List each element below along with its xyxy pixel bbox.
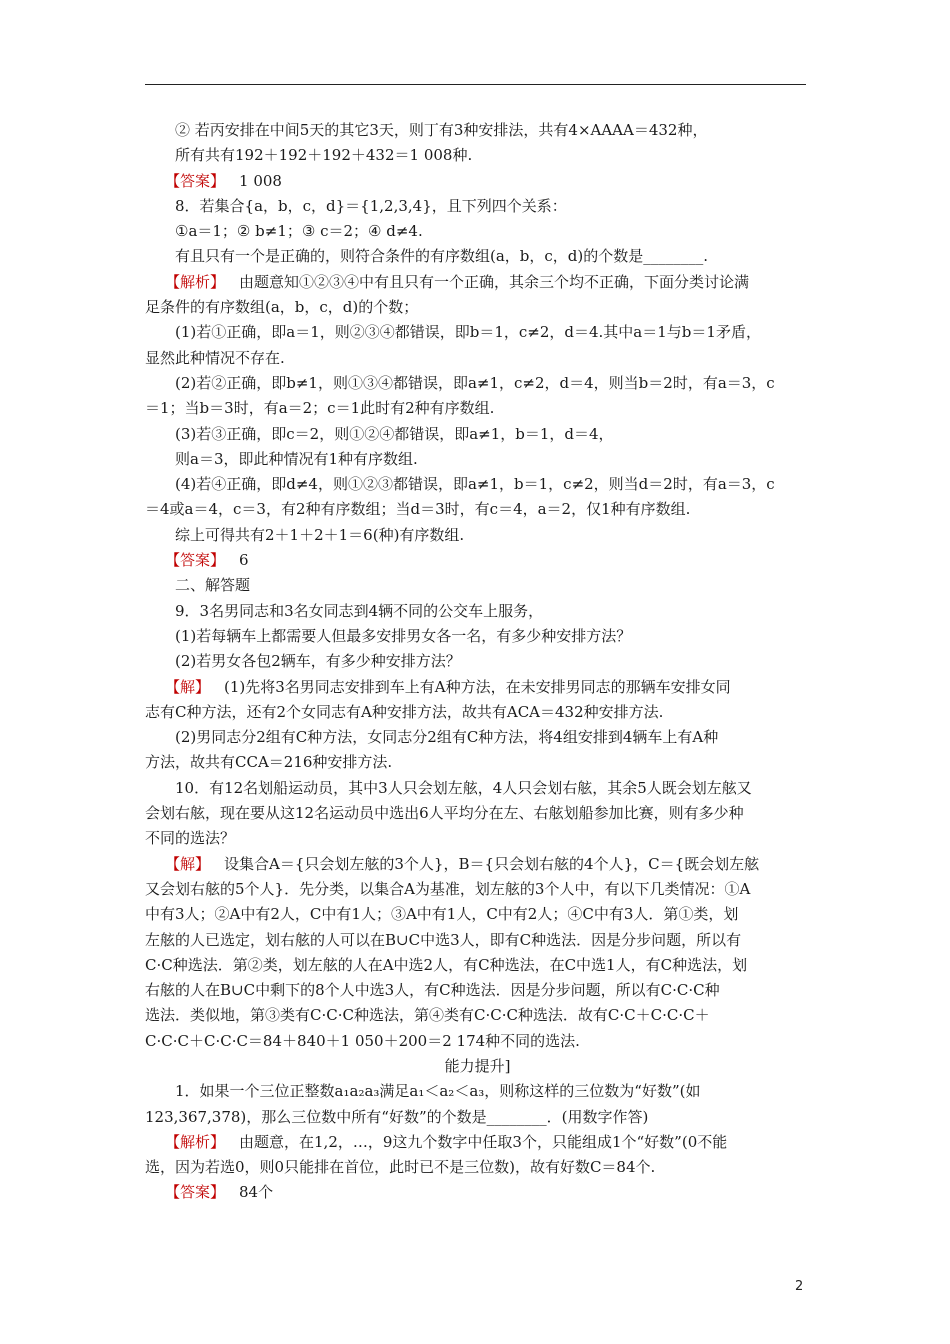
- text-line: [145, 852, 810, 877]
- text-line: [145, 219, 810, 244]
- line-text: 方法，故共有CCA＝216种安排方法.: [145, 753, 393, 772]
- text-line: [145, 573, 810, 598]
- text-line: [145, 928, 810, 953]
- text-line: [145, 750, 810, 775]
- line-text: 9．3名男同志和3名女同志到4辆不同的公交车上服务，: [175, 601, 544, 620]
- text-line: [145, 320, 810, 345]
- line-text: 1 008: [239, 171, 282, 190]
- text-line: [145, 118, 810, 143]
- line-text: 不同的选法？: [145, 829, 236, 848]
- document-body: [145, 118, 810, 1206]
- line-text: ①a＝1；② b≠1；③ c＝2；④ d≠4.: [175, 222, 423, 241]
- line-text: 由题意，在1,2，…，9这九个数字中任取3个，只能组成1个“好数”(0不能: [239, 1132, 728, 1151]
- text-line: [145, 1029, 810, 1054]
- line-text: 有且只有一个是正确的，则符合条件的有序数组(a，b，c，d)的个数是________.: [175, 247, 709, 266]
- line-text: 显然此种情况不存在.: [145, 348, 285, 367]
- text-line: [145, 826, 810, 851]
- line-text: 足条件的有序数组(a，b，c，d)的个数；: [145, 298, 419, 317]
- line-text: 会划右舷，现在要从这12名运动员中选出6人平均分在左、右舷划船参加比赛，则有多少种: [145, 804, 744, 823]
- line-text: C·C·C＋C·C·C＝84＋840＋1 050＋200＝2 174种不同的选法.: [145, 1031, 580, 1050]
- text-line: [145, 295, 810, 320]
- text-line: [145, 548, 810, 573]
- text-line: [145, 194, 810, 219]
- text-line: [145, 725, 810, 750]
- text-line: [145, 143, 810, 168]
- text-line: [145, 624, 810, 649]
- text-line: [145, 371, 810, 396]
- text-line: [145, 1003, 810, 1028]
- line-text: 二、解答题: [175, 576, 251, 595]
- text-line: [145, 1155, 810, 1180]
- line-text: 志有C种方法，还有2个女同志有A种安排方法，故共有ACA＝432种安排方法.: [145, 702, 664, 721]
- line-text: 综上可得共有2＋1＋2＋1＝6(种)有序数组.: [175, 525, 465, 544]
- text-line: [145, 877, 810, 902]
- page-number: 2: [795, 1279, 804, 1294]
- line-text: ② 若丙安排在中间5天的其它3天，则丁有3种安排法，共有4×AAAA＝432种，: [175, 121, 708, 139]
- text-line: [145, 1079, 810, 1104]
- answer-tag: 【答案】: [165, 171, 226, 190]
- line-text: (2)若男女各包2辆车，有多少种安排方法？: [175, 652, 461, 671]
- answer-tag: 【解析】: [165, 1132, 226, 1151]
- text-line: [145, 953, 810, 978]
- text-line: [145, 447, 810, 472]
- answer-tag: 【解析】: [165, 272, 226, 291]
- line-text: 设集合A＝{只会划左舷的3个人}，B＝{只会划右舷的4个人}，C＝{既会划左舷: [224, 854, 760, 873]
- text-line: [145, 776, 810, 801]
- line-text: 则a＝3，即此种情况有1种有序数组.: [175, 449, 418, 468]
- line-text: 选法．类似地，第③类有C·C·C种选法，第④类有C·C·C种选法．故有C·C＋C·C·C＋: [145, 1006, 710, 1025]
- line-text: 8．若集合{a，b，c，d}＝{1,2,3,4}，且下列四个关系：: [175, 196, 567, 215]
- line-text: (1)先将3名男同志安排到车上有A种方法，在未安排男同志的那辆车安排女同: [224, 677, 731, 696]
- line-text: 右舷的人在B∪C中剩下的8个人中选3人，有C种选法．因是分步问题，所以有C·C·C种: [145, 981, 720, 1000]
- line-text: ＝4或a＝4，c＝3，有2种有序数组；当d＝3时，有c＝4，a＝2，仅1种有序数组.: [145, 500, 691, 519]
- line-text: (2)男同志分2组有C种方法，女同志分2组有C种方法，将4组安排到4辆车上有A种: [175, 728, 719, 747]
- answer-tag: 【解】: [165, 677, 211, 696]
- header-rule: [145, 84, 806, 85]
- answer-tag: 【解】: [165, 854, 211, 873]
- text-line: [145, 675, 810, 700]
- line-text: 123,367,378)，那么三位数中所有“好数”的个数是________．(用数字作答): [145, 1107, 649, 1126]
- text-line: [145, 902, 810, 927]
- line-text: 中有3人；②A中有2人，C中有1人；③A中有1人，C中有2人；④C中有3人．第①类，划: [145, 905, 739, 924]
- text-line: [145, 523, 810, 548]
- text-line: [145, 1130, 810, 1155]
- line-text: (1)若①正确，即a＝1，则②③④都错误，即b＝1，c≠2，d＝4.其中a＝1与b＝1矛盾，: [175, 323, 761, 342]
- text-line: [145, 649, 810, 674]
- line-text: (4)若④正确，即d≠4，则①②③都错误，即a≠1，b＝1，c≠2，则当d＝2时，有a＝3，c: [175, 475, 775, 494]
- line-text: 左舷的人已选定，划右舷的人可以在B∪C中选3人，即有C种选法．因是分步问题，所以有: [145, 930, 742, 949]
- text-line: [145, 599, 810, 624]
- line-text: 6: [239, 551, 249, 570]
- text-line: [145, 1105, 810, 1130]
- text-line: [145, 396, 810, 421]
- line-text: 84个: [239, 1183, 274, 1202]
- text-line: [145, 270, 810, 295]
- text-line: [145, 801, 810, 826]
- line-text: 又会划右舷的5个人}．先分类，以集合A为基准，划左舷的3个人中，有以下几类情况：①A: [145, 879, 751, 898]
- line-text: C·C种选法．第②类，划左舷的人在A中选2人，有C种选法，在C中选1人，有C种选法，划: [145, 955, 748, 974]
- line-text: 1．如果一个三位正整数a₁a₂a₃满足a₁＜a₂＜a₃，则称这样的三位数为“好数”(如: [175, 1082, 701, 1101]
- line-text: 选，因为若选0，则0只能排在首位，此时已不是三位数)，故有好数C＝84个.: [145, 1158, 656, 1177]
- line-text: (1)若每辆车上都需要人但最多安排男女各一名，有多少种安排方法？: [175, 626, 632, 645]
- text-line: [145, 244, 810, 269]
- answer-tag: 【答案】: [165, 1183, 226, 1202]
- line-text: 所有共有192＋192＋192＋432＝1 008种.: [175, 146, 473, 165]
- line-text: (3)若③正确，即c＝2，则①②④都错误，即a≠1，b＝1，d＝4，: [175, 424, 614, 443]
- answer-tag: 【答案】: [165, 551, 226, 570]
- text-line: [145, 1180, 810, 1205]
- line-text: 10．有12名划船运动员，其中3人只会划左舷，4人只会划右舷，其余5人既会划左舷又: [175, 778, 752, 797]
- line-text: 能力提升]: [444, 1056, 511, 1075]
- text-line: [145, 472, 810, 497]
- text-line: [145, 700, 810, 725]
- text-line: [145, 169, 810, 194]
- text-line: [145, 422, 810, 447]
- text-line: [145, 346, 810, 371]
- line-text: ＝1；当b＝3时，有a＝2；c＝1此时有2种有序数组.: [145, 399, 495, 418]
- line-text: (2)若②正确，即b≠1，则①③④都错误，即a≠1，c≠2，d＝4，则当b＝2时，有a＝3，c: [175, 373, 775, 392]
- line-text: 由题意知①②③④中有且只有一个正确，其余三个均不正确，下面分类讨论满: [239, 272, 750, 291]
- text-line: [145, 978, 810, 1003]
- text-line: [145, 497, 810, 522]
- text-line: [145, 1054, 810, 1079]
